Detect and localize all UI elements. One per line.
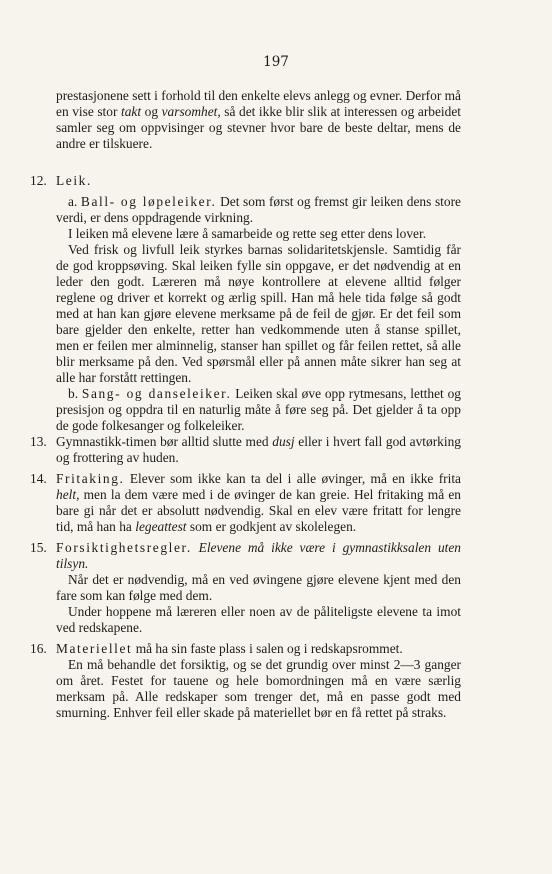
subsection-b (56, 386, 461, 434)
section-number: 14. (30, 471, 47, 486)
section-number: 12. (30, 173, 47, 188)
section-text (56, 540, 461, 572)
section-emphasis: Elevene må ikke være i gymnastikksalen uten tilsyn. (56, 540, 461, 571)
section-15 (30, 540, 461, 572)
section-title: Fritaking. (56, 471, 125, 486)
paragraph: Under hoppene må læreren eller noen av de påliteligste elevene ta imot ved redskapene. (56, 604, 461, 635)
subsection-label: a. (68, 194, 78, 209)
subsection-text: Det som først og fremst gir leiken dens store verdi, er dens oppdragende virkning. (56, 194, 461, 225)
section-text-b: men la dem være med i de øvinger de kan greie. Hel fritaking må en bare gi når det er absolutt nødvendig. Skal en elev være fritatt for lengre tid, må han ha (56, 487, 461, 534)
section-text-b: eller i hvert fall god avtørking og frottering av huden. (56, 434, 461, 465)
section-14 (30, 471, 461, 535)
section-text (56, 434, 461, 466)
section-number: 15. (30, 540, 47, 555)
intro-text-c: så det ikke blir slik at interessen og arbeidet samler seg om oppvisinger og stevner hvor bare de beste deltar, mens de andre er tilskuere. (56, 104, 462, 151)
paragraph: I leiken må elevene lære å samarbeide og rette seg etter dens lover. (68, 226, 427, 241)
section-number: 16. (30, 641, 47, 656)
section-number: 13. (30, 434, 47, 449)
spacer (56, 152, 461, 173)
subsection-label: b. (68, 386, 79, 401)
section-emphasis: dusj (272, 434, 295, 449)
subsection-title: Sang- og danseleiker. (81, 386, 232, 401)
section-title: Forsiktighetsregler. (56, 540, 192, 555)
intro-text-b: og (141, 104, 162, 119)
subsection-text: Leiken skal øve opp rytmesans, letthet og presisjon og oppdra til en naturlig måte å føre seg på. Det gjelder å ta opp de gode folkesanger og folkeleiker. (56, 386, 461, 433)
subsection-a (56, 194, 461, 226)
section-text (56, 641, 461, 657)
paragraph: Når det er nødvendig, må en ved øvingene gjøre elevene kjent med den fare som kan følge med dem. (56, 572, 461, 603)
subsection-title: Ball- og løpeleiker. (80, 194, 217, 209)
section-text-c: som er godkjent av skolelegen. (186, 519, 357, 534)
section-13 (30, 434, 461, 466)
section-text-a: Gymnastikk-timen bør alltid slutte med (56, 434, 273, 449)
intro-paragraph (56, 88, 461, 152)
intro-emphasis-varsomhet: varsomhet, (161, 104, 221, 119)
section-12 (30, 173, 461, 189)
paragraph: En må behandle det forsiktig, og se det grundig over minst 2—3 ganger om året. Festet for tauene og hele bomordningen må en være særlig merksam på. Alle redskaper som trenger det, må en passe godt med smurning. Enhver feil eller skade på materiellet bør en få rettet på straks. (56, 657, 461, 720)
section-title: Materiellet (56, 641, 133, 656)
page-number: 197 (263, 54, 289, 70)
intro-emphasis-takt: takt (120, 104, 142, 119)
section-text (56, 471, 461, 535)
intro-text-a: prestasjonene sett i forhold til den enkelte elevs anlegg og evner. Derfor må en vise stor (56, 88, 461, 119)
section-heading: Leik. (56, 173, 92, 188)
section-emphasis-helt: helt, (56, 487, 80, 502)
paragraph: Ved frisk og livfull leik styrkes barnas solidaritetskjensle. Samtidig får de god kroppsøving. Skal leiken fylle sin oppgave, er det nødvendig at en leder den godt. Læreren må nøye kontrollere at elevene alltid følger reglene og driver et korrekt og ærlig spill. Han må hele tida følge så godt med at han kan gjøre elevene merksame på de feil de gjør. Er det feil som bare gjelder den enkelte, retter han vedkommende uten å stanse spillet, men er feilen mer alminnelig, stanser han spillet og får feilen rettet, så alle blir merksame på den. Ved spørsmål eller på annen måte sikrer han seg at alle har forstått rettingen. (56, 242, 461, 385)
section-text-a: må ha sin faste plass i salen og i redskapsrommet. (132, 641, 403, 656)
section-text-a: Elever som ikke kan ta del i alle øvinger, må en ikke frita (124, 471, 461, 486)
page-body (30, 88, 462, 721)
section-16 (30, 641, 461, 657)
section-emphasis-legeattest: legeattest (135, 519, 187, 534)
